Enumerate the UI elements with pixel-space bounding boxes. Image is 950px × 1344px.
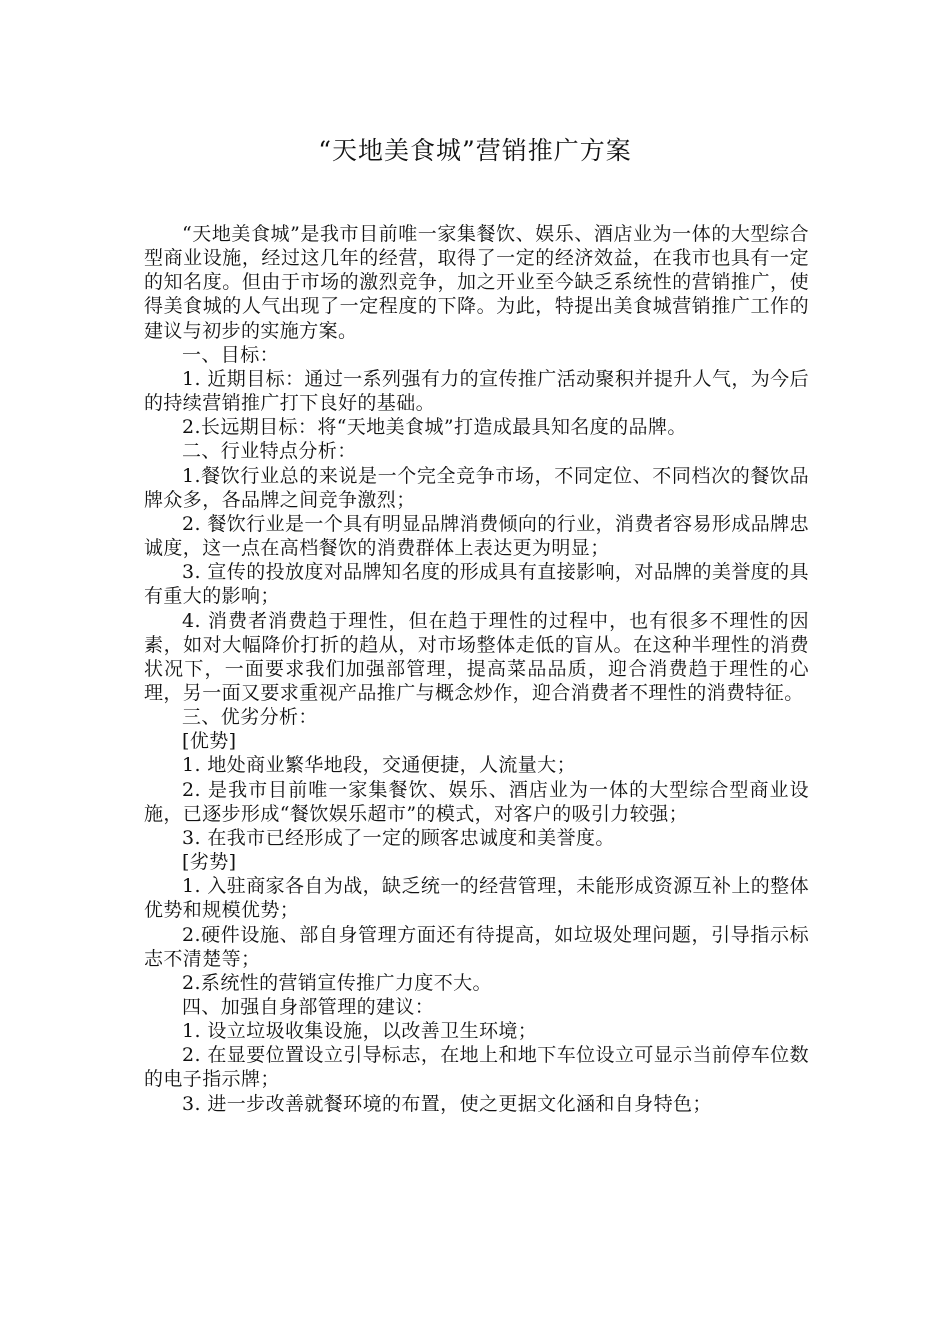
industry-item: 2. 餐饮行业是一个具有明显品牌消费倾向的行业，消费者容易形成品牌忠诚度，这一点在高档餐饮的消费群体上表达更为明显； bbox=[144, 512, 809, 560]
strength-item: 3. 在我市已经形成了一定的顾客忠诚度和美誉度。 bbox=[182, 826, 615, 849]
industry-item: 3. 宣传的投放度对品牌知名度的形成具有直接影响，对品牌的美誉度的具有重大的影响； bbox=[144, 561, 809, 608]
subheading-strengths: [优势] bbox=[182, 730, 237, 753]
goal-item: 2.长远期目标：将“天地美食城”打造成最具知名度的品牌。 bbox=[182, 416, 687, 439]
document-body bbox=[144, 222, 809, 1116]
intro-paragraph: “天地美食城”是我市目前唯一家集餐饮、娱乐、酒店业为一体的大型综合型商业设施，经过这几年的经营，取得了一定的经济效益，在我市也具有一定的知名度。但由于市场的激烈竞争，加之开业至今缺乏系统性的营销推广，使得美食城的人气出现了一定程度的下降。为此，特提出美食城营销推广工作的建议与初步的实施方案。 bbox=[144, 223, 809, 342]
section-heading-industry: 二、行业特点分析： bbox=[182, 440, 357, 463]
weakness-item: 2.系统性的营销宣传推广力度不大。 bbox=[182, 971, 492, 994]
suggestion-item: 3. 进一步改善就餐环境的布置，使之更据文化涵和自身特色； bbox=[182, 1092, 712, 1115]
section-heading-goals: 一、目标： bbox=[182, 343, 280, 366]
industry-item: 4. 消费者消费趋于理性，但在趋于理性的过程中，也有很多不理性的因素，如对大幅降价打折的趋从，对市场整体走低的盲从。在这种半理性的消费状况下，一面要求我们加强部管理，提高菜品品质，迎合消费趋于理性的心理，另一面又要求重视产品推广与概念炒作，迎合消费者不理性的消费特征。 bbox=[144, 609, 809, 704]
industry-item: 1.餐饮行业总的来说是一个完全竞争市场，不同定位、不同档次的餐饮品牌众多，各品牌之间竞争激烈； bbox=[144, 464, 809, 511]
suggestion-item: 1. 设立垃圾收集设施，以改善卫生环境； bbox=[182, 1020, 538, 1043]
subheading-weaknesses: [劣势] bbox=[182, 851, 237, 874]
weakness-item: 2.硬件设施、部自身管理方面还有待提高，如垃圾处理问题，引导指示标志不清楚等； bbox=[144, 923, 809, 970]
strength-item: 2. 是我市目前唯一家集餐饮、娱乐、酒店业为一体的大型综合型商业设施，已逐步形成“餐饮娱乐超市”的模式，对客户的吸引力较强； bbox=[144, 778, 809, 825]
document-title: “天地美食城”营销推广方案 bbox=[318, 136, 632, 165]
section-heading-suggestions: 四、加强自身部管理的建议： bbox=[182, 996, 435, 1018]
suggestion-item: 2. 在显要位置设立引导标志，在地上和地下车位设立可显示当前停车位数的电子指示牌； bbox=[144, 1044, 809, 1091]
strength-item: 1. 地处商业繁华地段，交通便捷，人流量大； bbox=[182, 754, 576, 777]
section-heading-swot: 三、优劣分析： bbox=[182, 706, 318, 729]
goal-item: 1. 近期目标：通过一系列强有力的宣传推广活动聚积并提升人气，为今后的持续营销推广打下良好的基础。 bbox=[144, 367, 809, 415]
weakness-item: 1. 入驻商家各自为战，缺乏统一的经营管理，未能形成资源互补上的整体优势和规模优势； bbox=[144, 875, 809, 922]
